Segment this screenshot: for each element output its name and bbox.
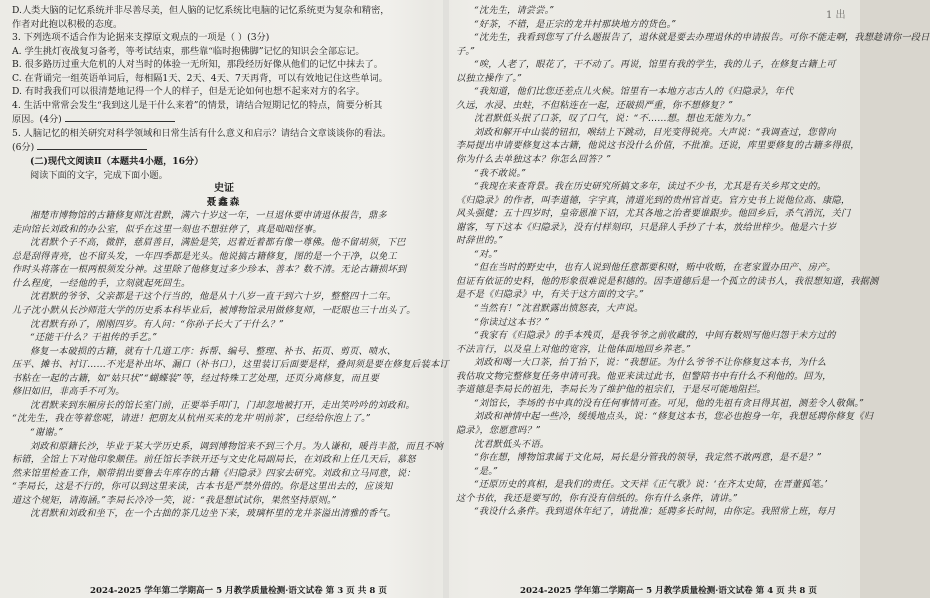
text-line-content: 4. 生活中常常会发生“我到这儿是干什么来着”的情景，请结合短期记忆的特点，简要分析其	[12, 99, 383, 111]
text-line	[12, 45, 436, 59]
text-line-content: 谢客，写下这本《归隐录》，没有付样刻印，只是辞人手抄了十本，放给世梓少。他是六十岁	[456, 221, 837, 233]
text-line-content: “还能干什么？干祖传的手艺。”	[30, 332, 158, 344]
text-line-content: 沈君默来到东厢房长的馆长室门前，正要举手叩门，门却忽地被打开，走出笑吟吟的刘政和。	[30, 399, 415, 411]
story-author	[12, 196, 436, 210]
text-line-content: 原因。(4分)	[12, 114, 62, 126]
text-line	[456, 370, 856, 384]
text-line	[12, 277, 436, 291]
text-line-content: “当然有！”沈君默露出愤怒表，大声说。	[474, 303, 644, 315]
text-line	[12, 453, 436, 467]
text-line-content: “我家有《归隐录》的手本残页，是我爷爷之前收藏的，中间有数则写他归怨于未方过的	[474, 330, 836, 342]
text-line	[456, 492, 856, 506]
text-line	[12, 440, 444, 454]
text-line	[456, 18, 856, 32]
text-line-content: 走向馆长刘政和的办公室，似乎在这里一刻也不想驻停了，真是咄咄怪事。	[12, 223, 322, 235]
text-line	[456, 58, 856, 72]
text-line	[456, 167, 856, 181]
text-line-content: 修旧如旧，非高手不可为。	[12, 386, 125, 398]
text-line	[12, 426, 436, 440]
text-line	[12, 263, 436, 277]
text-line	[12, 223, 436, 237]
text-line	[456, 316, 856, 330]
text-line	[12, 467, 436, 481]
text-line-content: (二)现代文阅读Ⅱ（本题共4小题，16分）	[30, 156, 204, 168]
text-line	[12, 31, 436, 45]
text-line	[12, 18, 436, 32]
text-line-content: 子。”	[456, 45, 476, 57]
text-line	[456, 4, 856, 18]
text-line	[12, 494, 436, 508]
edge-bleed-text: 1 出	[826, 10, 846, 21]
text-line	[12, 85, 436, 99]
text-line-content: “李局长，这是不行的，你可以到这里来读，古本书是严禁外借的。你是这里出去的，应该知	[12, 481, 393, 493]
text-line	[456, 139, 860, 153]
text-line	[12, 155, 436, 169]
text-line	[456, 85, 856, 99]
text-line-content: “还原历史的真相，是我们的责任。文天祥《正气歌》说：‘在齐太史简，在晋董狐笔。’	[474, 479, 828, 491]
left-page-column	[12, 4, 449, 521]
text-line	[12, 127, 436, 141]
text-line-content: 沈君默的爷爷、父亲都是干这个行当的，他是从十八岁一直干到六十岁，整整四十二年。	[30, 291, 397, 303]
text-line	[456, 438, 856, 452]
text-line-content: “是。”	[474, 465, 498, 477]
text-line	[12, 58, 436, 72]
footer-page-4: 2024-2025 学年第二学期高一 5 月教学质量检测·语文试卷 第 4 页 共 8 页	[520, 586, 817, 596]
text-line-content: “沈先生，请尝尝。”	[474, 5, 555, 16]
text-line-content: 我估取文物完整修复任务申请可我。他亚来读过此书，但警陪书中有什么不利他的。回为，	[456, 370, 832, 382]
text-line-content: 你为什么去单独这本？你怎么回答？”	[456, 154, 612, 166]
text-line	[12, 358, 449, 372]
text-line	[456, 221, 856, 235]
text-line	[456, 72, 856, 86]
text-line-content: 沈君默和刘政和坐下，在一个古拙的茶几边坐下来，玻璃杯里的龙井茶溢出清雅的香气。	[30, 508, 397, 520]
text-line-content: 作者对此抱以积极的态度。	[12, 18, 123, 30]
text-line-content: 修复一本破损的古籍，就有十几道工序：拆帮、编号、整理、补书、拓页、剪页、喷水、	[30, 345, 397, 357]
text-line	[456, 275, 879, 289]
text-line-content: 但证有依证的史料，他的形象很难说是积德的。因李道德后是一个孤立的读书人，我很想知道，我据测	[456, 275, 879, 287]
text-line-content: 压平、摊书、衬订……不光是补出坏、漏口（补书口），这里装订后面要是样，叠间须是要在修复后装本订	[12, 359, 449, 371]
text-line-content: 然来馆里检查工作，顺带捐出要鲁去年库存的古籍《归隐录》四家去研究。刘政和立马同意，说：	[12, 467, 416, 479]
text-line-content: B. 很多路历过重大危机的人对当时的体验一无所知，那段经历好像从他们的记忆中抹去了。	[12, 59, 383, 71]
text-line-content: 刘政和原籍长沙，毕业于某大学历史系，调到博物馆来不到三个月。为人谦和，暖肖丰盈，而且不响	[30, 440, 444, 452]
text-line-content: 时辞世的。”	[456, 235, 504, 247]
text-line	[456, 383, 856, 397]
text-line	[456, 302, 856, 316]
text-line-content: 久远，水浸、虫蛀，不但粘连在一起，还破损严重，你不想修复？”	[456, 99, 734, 111]
text-line-content: “沈先生，我看到您写了什么题报告了，退休就是要去办理退休的申请报告。可你不能走啊，我想趁请你一段日	[474, 32, 930, 44]
text-line	[12, 140, 436, 155]
page-gutter	[443, 0, 449, 598]
text-line-content: “我不敢说。”	[474, 167, 527, 179]
text-line-content: 总是刮得青亮，也不留头发，一年四季都是光头。他说搞古籍修复，图的是一个干净，以免工	[12, 250, 397, 262]
text-line-content: “我知道，他们比您还差点儿火候。馆里有一本地方志古人的《归隐录》，年代	[474, 86, 794, 98]
text-line-content: (6分)	[12, 142, 35, 154]
text-line	[456, 329, 856, 343]
text-line	[12, 250, 436, 264]
text-line-content: 刘政和解开中山装的钮扣，喉结上下跳动，目光变得锐亮。大声说：“我调查过，您曾向	[474, 126, 836, 138]
text-line-content: 以独立操作了。”	[456, 72, 523, 84]
text-line	[456, 194, 856, 208]
text-line-content: 标错，全馆上下对他印象颇佳。前任馆长李铁开还与文史化局副局长，在刘政和上任几天后，慕怒	[12, 454, 416, 466]
text-line	[456, 343, 856, 357]
text-line-content: “好茶，不错，是正宗的龙井村那块地方的货色。”	[474, 18, 677, 30]
text-line-content: 李局提出申请要修复这本古籍，他说这书没什么价值，不批准。还说，库里要修复的古籍多得很，	[456, 140, 860, 152]
text-line-content: “你读过这本书？”	[474, 316, 550, 328]
text-line	[456, 451, 856, 465]
text-line-content: D. 有时我我们可以很清楚地记得一个人的样子，但是无论如何也想不起来对方的名字。	[12, 86, 365, 98]
text-line	[12, 385, 436, 399]
footer-page-3: 2024-2025 学年第二学期高一 5 月教学质量检测·语文试卷 第 3 页 共 8 页	[90, 586, 387, 596]
text-line-content: 作时头将落在一根两根须发分神。这里除了他修复过多少珍本、善本？数不清。无论古籍损坏到	[12, 264, 407, 276]
text-line-content: 史证	[214, 183, 234, 195]
text-line	[456, 356, 856, 370]
text-line	[456, 126, 856, 140]
text-line-content: 聂鑫森	[206, 196, 242, 208]
text-line	[456, 465, 856, 479]
right-page-column	[456, 4, 930, 519]
answer-blank	[65, 112, 175, 122]
text-line	[12, 290, 436, 304]
text-line-content: 《归隐录》的作者，叫李道德，字宇真，清道光到的贵州官首吏。官方史书上说他位高、康隐，	[456, 194, 851, 206]
text-line	[12, 318, 436, 332]
text-line-content: “唉，人老了，眼花了，干不动了。再说，馆里有我的学生，我的儿子，在修复古籍上可	[474, 59, 836, 71]
text-line	[456, 478, 856, 492]
text-line	[456, 288, 856, 302]
text-line	[456, 234, 856, 248]
text-line-content: 是不是《归隐录》中，有关于这方面的文字。”	[456, 289, 645, 301]
text-line-content: C. 在背诵完一组英语单词后，每相隔1天、2天、4天、7天再背，可以有效地记住这些单词。	[12, 72, 388, 84]
text-line	[12, 112, 436, 127]
text-line-content: 刘政和喝一大口茶，抬丁抬下，说：“我想证。为什么爷爷不让你修复这本书，为什么	[474, 357, 827, 369]
text-line	[456, 99, 856, 113]
text-line-content: 书粘在一起的古籍，如“姑只状”“蝴蝶装”等，经过特殊工艺处理，还页分离修复，而且要	[12, 372, 379, 384]
text-line-content: 不法言行，以及皇上对他的宽容，让他体面地回乡养老。”	[456, 343, 691, 355]
text-line-content: “对。”	[474, 248, 498, 260]
text-line	[12, 480, 436, 494]
text-line	[456, 261, 856, 275]
text-line	[12, 399, 436, 413]
text-line	[456, 397, 865, 411]
text-line	[456, 45, 856, 59]
text-line-content: “但在当时的野史中，也有人说到他任意都要积财，贿中收贿，在老家置办田产、房产。	[474, 262, 836, 274]
text-line	[12, 372, 436, 386]
text-line-content: 这个书依，我还是要写的，你有没有信纸的。你有什么条件，请讲。”	[456, 492, 738, 504]
text-line	[456, 248, 856, 262]
text-line-content: 5. 人脑记忆的相关研究对科学领域和日常生活有什么意义和启示？请结合文章谈谈你的看法。	[12, 127, 392, 139]
text-line-content: 刘政和神情中起一些冷，缓缓地点头，说：“修复这本书，您必也抱身一年，我想延聘你修复《归	[474, 411, 874, 423]
text-line	[456, 112, 856, 126]
text-line	[12, 236, 436, 250]
text-line	[12, 72, 436, 86]
text-line	[456, 424, 856, 438]
text-line-content: 湘楚市博物馆的古籍修复师沈君默，满六十岁这一年，一旦退休要申请退休报告，鼎多	[30, 210, 387, 222]
text-line-content: 李道德是李局长的祖先，李局长为了维护他的祖宗们，于是尽可能地阻拦。	[456, 384, 766, 396]
text-line-content: 隐录》，您愿意吗？”	[456, 424, 541, 436]
text-line-content: 沈君默低头抿了口茶，叹了口气，说：“不……想。想也无能为力。”	[474, 113, 752, 125]
text-line	[456, 180, 856, 194]
text-line-content: 沈君默低头不语。	[474, 438, 550, 450]
text-line-content: 儿子沈小默从长沙师范大学的历史系本科毕业后，被博物馆录用做修复师，一眨眼也三十出头了。	[12, 305, 416, 317]
text-line	[456, 505, 856, 519]
text-line	[456, 31, 930, 45]
text-line	[12, 412, 436, 426]
text-line	[12, 331, 436, 345]
text-line	[456, 153, 856, 167]
text-line-content: 沈君默个子不高，微胖，慈眉善目，满脸是笑，迟着近着都有像一尊佛。他不留胡须，下巴	[30, 237, 406, 249]
text-line-content: “谢谢。”	[30, 426, 64, 438]
text-line-content: 沈君默有孙了，刚刚四岁。有人问：“你孙子长大了干什么？”	[30, 318, 284, 330]
text-line	[456, 207, 856, 221]
story-title	[12, 182, 436, 196]
text-line	[12, 209, 436, 223]
answer-blank	[37, 140, 147, 150]
text-line	[12, 99, 436, 113]
text-line	[12, 507, 436, 521]
text-line-content: 3. 下列选项不适合作为论据来支撑原文观点的一项是（ ）(3分)	[12, 32, 270, 44]
text-line-content: 阅读下面的文字，完成下面小题。	[30, 169, 168, 181]
text-line	[12, 345, 436, 359]
text-line-content: D.人类大脑的记忆系统并非尽善尽美，但人脑的记忆系统比电脑的记忆系统更为复杂和精密，	[12, 5, 390, 16]
text-line	[12, 169, 436, 183]
text-line-content: “我设什么条件。我到退休年纪了，请批准；延聘多长时间，由你定。我照常上班，每月	[474, 506, 836, 518]
text-line-content: 风头强健；五十四岁时，皇帝恩准下诏，尤其各地之治者要谁跟步。他回乡后，杀气消沉，关门	[456, 208, 851, 220]
text-line-content: 什么程度，一经他的手，立刻就起死回生。	[12, 277, 191, 289]
text-line-content: 道这个规矩，请海涵。”李局长冷冷一笑，说：“我是想试试你，果然坚持原则。”	[12, 494, 337, 506]
text-line-content: “你在想，博物馆隶属于文化局，局长是分管我的领导，我定然不敢两意，是不是？”	[474, 452, 822, 464]
text-line	[12, 4, 436, 18]
text-line	[12, 304, 436, 318]
text-line	[456, 410, 874, 424]
text-line-content: “沈先生，我在等着您呢，请进！把朋友从杭州买来的龙井‘明前茶’，已经给你泡上了。”	[12, 413, 371, 425]
text-line-content: “刘馆长，李场的书中真的没有任何事情可查。可见，他的先祖有贪目得其祖，测差令人敬佩。”	[474, 397, 865, 409]
text-line-content: “我现在来查背景。我在历史研究所搞文多年，读过不少书，尤其是有关乡邦文史的。	[474, 181, 827, 193]
text-line-content: A. 学生挑灯夜战复习备考，等考试结束，那些靠“临时抱佛脚”记忆的知识会全部忘记。	[12, 45, 365, 57]
